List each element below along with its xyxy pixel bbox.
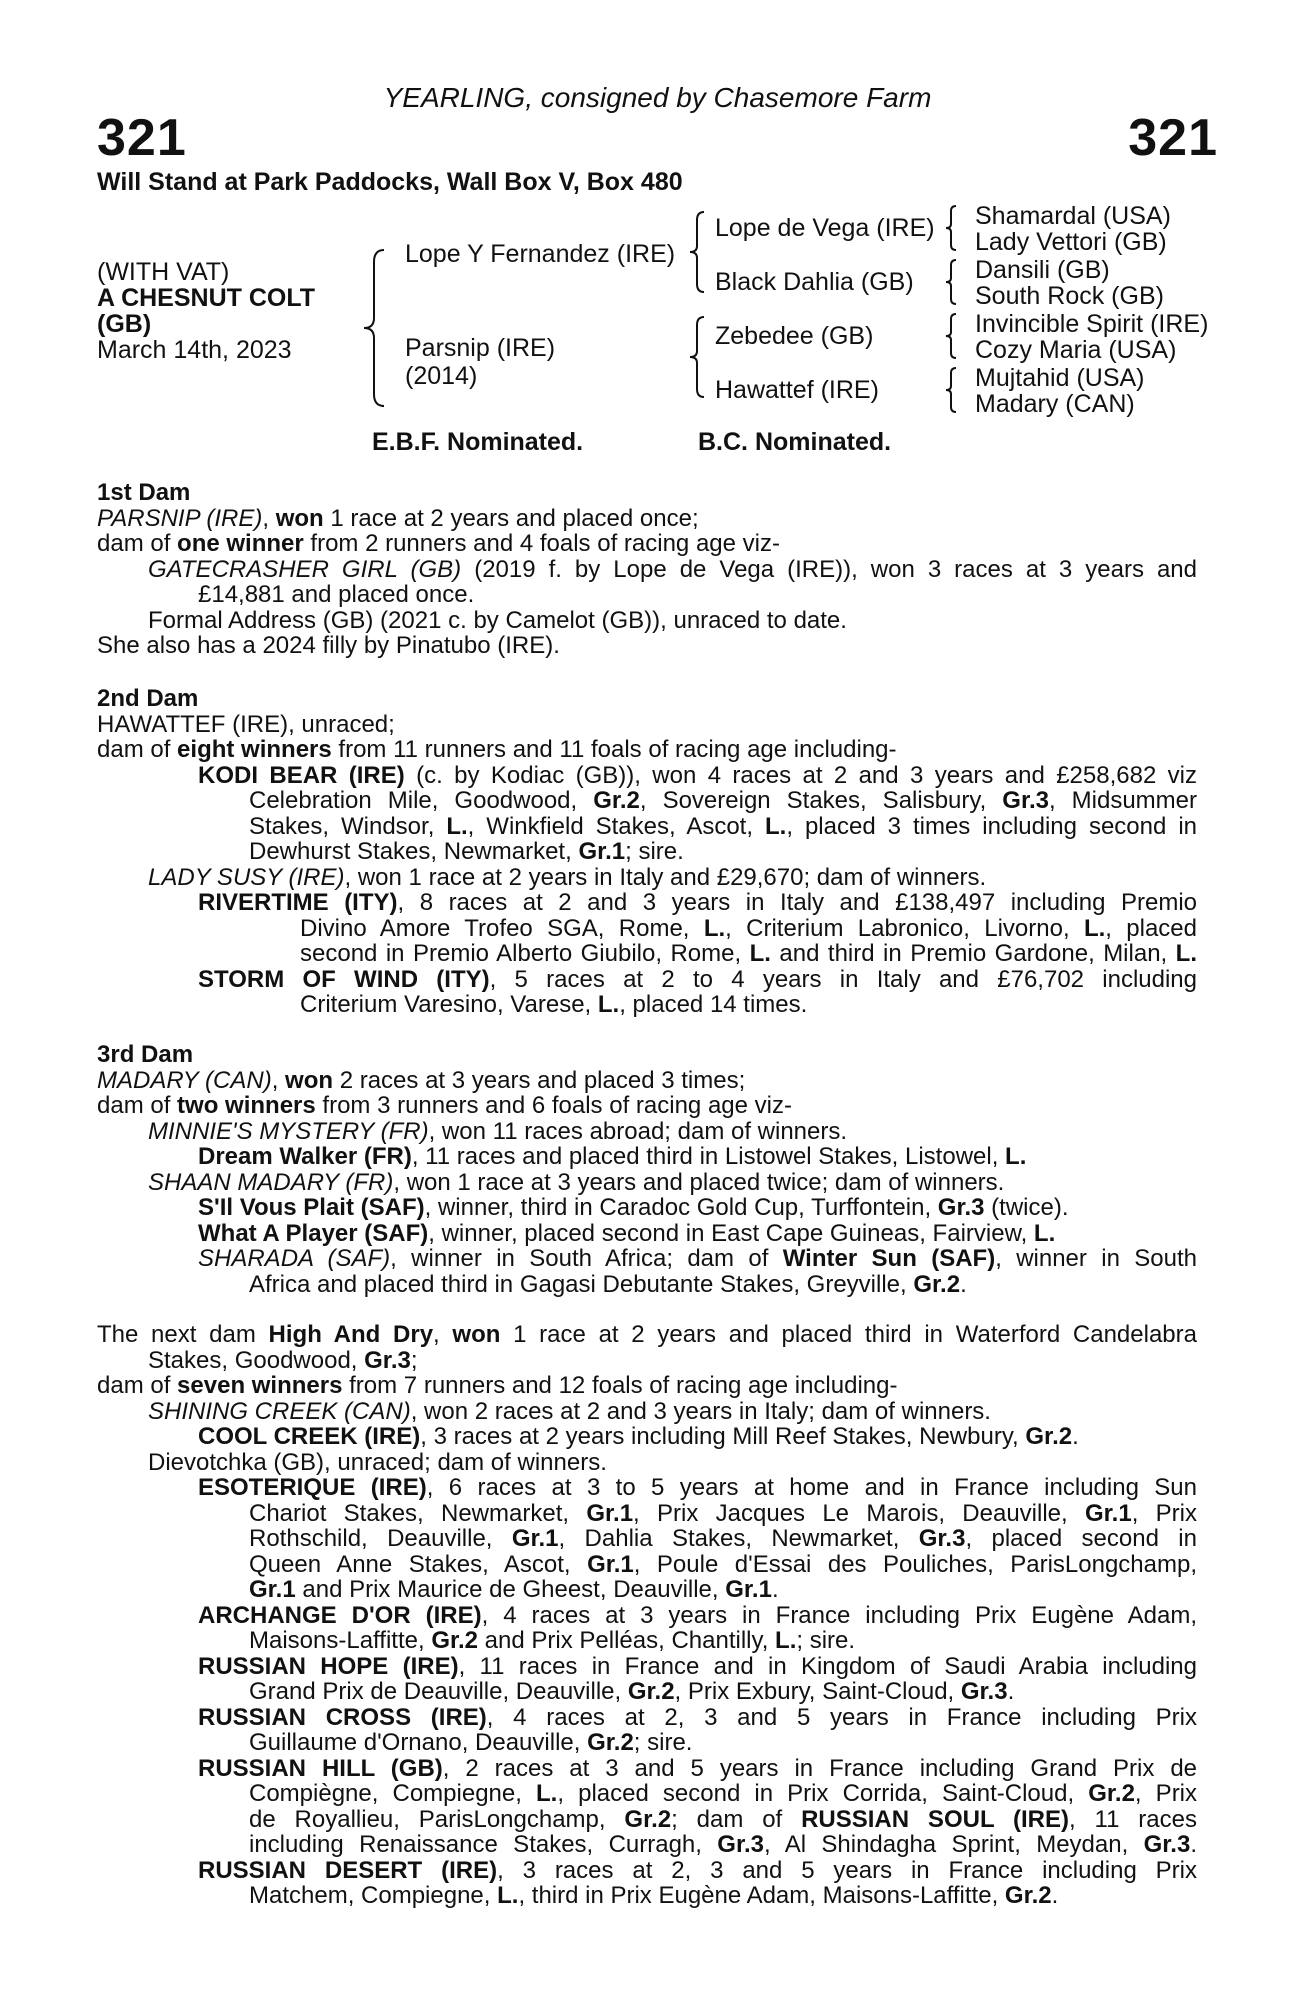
ebf-nominated: E.B.F. Nominated.: [372, 428, 584, 456]
progeny-name: RUSSIAN HOPE (IRE): [198, 1653, 459, 1679]
text: , Prix Exbury, Saint-Cloud,: [674, 1678, 961, 1705]
progeny-name: S'Il Vous Plait (SAF): [198, 1194, 425, 1221]
text: one winner: [177, 530, 304, 557]
text: Gr.1: [511, 1526, 559, 1552]
text: 2 races at 3 years and placed 3 times;: [333, 1066, 746, 1094]
text: , 5 races at 2 to 4 years in Italy and £76,702 including: [489, 966, 1197, 992]
progeny-name: SHINING CREEK (CAN): [148, 1397, 411, 1425]
text: from 11 runners and 11 foals of racing age including-: [331, 736, 897, 763]
text: , Winkfield Stakes, Ascot,: [467, 813, 765, 839]
text: .: [1007, 1678, 1015, 1705]
horse-name: A CHESNUT COLT: [97, 284, 316, 312]
text: L.: [1083, 915, 1106, 941]
progeny-name: ARCHANGE D'OR (IRE): [198, 1602, 482, 1628]
text: (c. by Kodiac (GB)), won 4 races at 2 and 3 years and £258,682 viz: [404, 762, 1197, 788]
text: , winner in South Africa; dam of: [390, 1246, 783, 1272]
pedigree-brace: [688, 210, 706, 294]
lot-number-right: 321: [1128, 109, 1218, 167]
lot-number-left: 321: [97, 109, 187, 167]
text: ; sire.: [633, 1729, 693, 1756]
text: ,: [262, 504, 276, 532]
ancestor-7: Mujtahid (USA): [975, 364, 1145, 392]
text: Criterium Varesino, Varese,: [300, 991, 598, 1018]
section-heading: 3rd Dam: [97, 1041, 194, 1068]
ancestor-8: Madary (CAN): [975, 390, 1135, 418]
text: Gr.2: [624, 1806, 672, 1832]
text: Rothschild, Deauville,: [249, 1526, 512, 1552]
text: from 7 runners and 12 foals of racing age including-: [342, 1372, 898, 1399]
text: .: [1051, 1882, 1059, 1909]
text: Gr.3: [1143, 1832, 1191, 1858]
text: L.: [536, 1781, 558, 1807]
text: L.: [597, 991, 620, 1018]
progeny-name: RIVERTIME (ITY): [198, 890, 398, 916]
progeny-name: RUSSIAN DESERT (IRE): [198, 1857, 498, 1883]
progeny-name: SHARADA (SAF): [198, 1246, 391, 1272]
text: Guillaume d'Ornano, Deauville,: [249, 1729, 588, 1756]
text: , Prix: [1131, 1500, 1197, 1526]
text: (2019 f. by Lope de Vega (IRE)), won 3 races at 3 years and: [461, 556, 1197, 582]
text: L.: [497, 1882, 519, 1909]
text: , 3 races at 2, 3 and 5 years in France including Prix: [497, 1857, 1197, 1883]
text: , 11 races and placed third in Listowel Stakes, Listowel,: [411, 1143, 1006, 1170]
dam-sire: Zebedee (GB): [715, 322, 874, 350]
ancestor-2: Lady Vettori (GB): [975, 228, 1167, 256]
text: from 3 runners and 6 foals of racing age viz-: [315, 1092, 792, 1119]
text: , Prix Jacques Le Marois, Deauville,: [633, 1500, 1085, 1526]
pedigree-brace: [944, 312, 958, 360]
text: Gr.3: [364, 1346, 411, 1374]
progeny-name: RUSSIAN SOUL (IRE): [801, 1806, 1070, 1832]
section-heading: 2nd Dam: [97, 685, 199, 712]
second-dam-section: [97, 686, 1197, 1018]
text: 1 race at 2 years and placed third in Waterford Candelabra: [500, 1322, 1197, 1348]
text: Gr.1: [578, 838, 626, 865]
text: , placed 14 times.: [619, 991, 808, 1018]
text: ,: [271, 1066, 286, 1094]
ancestor-6: Cozy Maria (USA): [975, 336, 1177, 364]
text: from 2 runners and 4 foals of racing age viz-: [303, 530, 780, 557]
catalogue-subtitle: YEARLING, consigned by Chasemore Farm: [383, 82, 932, 113]
text: won: [275, 504, 324, 532]
text: Formal Address (GB) (2021 c. by Camelot (GB)), unraced to date.: [148, 606, 847, 634]
progeny-name: What A Player (SAF): [198, 1219, 429, 1247]
text: Compiègne, Compiegne,: [249, 1781, 537, 1807]
text: L.: [775, 1627, 797, 1654]
text: , winner, third in Caradoc Gold Cup, Turffontein,: [424, 1194, 938, 1221]
pedigree-brace: [944, 204, 958, 252]
text: eight winners: [177, 736, 332, 763]
sire-dam: Black Dahlia (GB): [715, 268, 914, 296]
text: , 4 races at 3 years in France including Prix Eugène Adam,: [481, 1602, 1197, 1628]
dam-name: MADARY (CAN): [97, 1066, 272, 1094]
pedigree-brace: [944, 258, 958, 306]
text: two winners: [177, 1092, 316, 1119]
text: , Dahlia Stakes, Newmarket,: [558, 1526, 919, 1552]
text: , won 11 races abroad; dam of winners.: [428, 1117, 848, 1145]
progeny-name: SHAAN MADARY (FR): [148, 1168, 394, 1196]
text: second in Premio Alberto Giubilo, Rome,: [300, 941, 750, 967]
section-heading: 1st Dam: [97, 479, 191, 506]
horse-origin: (GB): [97, 310, 152, 338]
text: , Poule d'Essai des Pouliches, ParisLongchamp,: [633, 1551, 1197, 1577]
text: Africa and placed third in Gagasi Debutante Stakes, Greyville,: [249, 1270, 914, 1298]
text: , 11 races: [1069, 1806, 1197, 1832]
text: , placed second in: [965, 1526, 1197, 1552]
text: Gr.2: [593, 788, 640, 814]
ancestor-4: South Rock (GB): [975, 282, 1164, 310]
text: seven winners: [177, 1372, 343, 1399]
text: L.: [749, 941, 771, 967]
text: Gr.2: [913, 1270, 961, 1298]
progeny-name: RUSSIAN HILL (GB): [198, 1755, 443, 1781]
text: Gr.2: [1088, 1781, 1135, 1807]
dam-name: HAWATTEF (IRE), unraced;: [97, 710, 395, 738]
text: L.: [446, 813, 468, 839]
text: Divino Amore Trofeo SGA, Rome,: [300, 915, 704, 941]
progeny-name: Winter Sun (SAF): [782, 1246, 996, 1272]
text: and Prix Pelléas, Chantilly,: [478, 1627, 776, 1654]
bc-nominated: B.C. Nominated.: [698, 428, 892, 456]
text: , 4 races at 2, 3 and 5 years in France including Prix: [486, 1704, 1197, 1730]
text: Gr.3: [717, 1832, 764, 1858]
sire-sire: Lope de Vega (IRE): [715, 214, 935, 242]
progeny-name: LADY SUSY (IRE): [148, 863, 345, 891]
text: She also has a 2024 filly by Pinatubo (IRE).: [97, 632, 560, 659]
text: (twice).: [984, 1194, 1069, 1221]
progeny-name: GATECRASHER GIRL (GB): [148, 556, 462, 582]
text: dam of: [97, 530, 178, 557]
pedigree-brace: [688, 315, 706, 399]
text: Celebration Mile, Goodwood,: [249, 788, 594, 814]
text: Gr.2: [1004, 1882, 1052, 1909]
text: , placed second in Prix Corrida, Saint-Cloud,: [557, 1781, 1089, 1807]
text: Maisons-Laffitte,: [249, 1627, 432, 1654]
text: dam of: [97, 1372, 178, 1399]
dam-name: High And Dry: [268, 1322, 434, 1348]
sire-name: Lope Y Fernandez (IRE): [405, 240, 676, 268]
stand-location: Will Stand at Park Paddocks, Wall Box V, Box 480: [97, 168, 683, 196]
text: L.: [1175, 941, 1197, 967]
text: , third in Prix Eugène Adam, Maisons-Laffitte,: [518, 1882, 1005, 1909]
dam-name: Parsnip (IRE): [405, 334, 556, 362]
pedigree-brace: [362, 248, 386, 408]
text: The next dam: [97, 1322, 269, 1348]
text: Stakes, Goodwood,: [148, 1346, 365, 1374]
text: Dievotchka (GB), unraced; dam of winners.: [148, 1448, 607, 1476]
text: L.: [1033, 1219, 1056, 1247]
text: .: [1190, 1832, 1197, 1858]
text: won: [452, 1322, 501, 1348]
text: Gr.1: [1085, 1500, 1132, 1526]
text: ; dam of: [671, 1806, 802, 1832]
dam-name: PARSNIP (IRE): [97, 504, 263, 532]
text: Stakes, Windsor,: [249, 813, 447, 839]
text: Gr.2: [627, 1678, 675, 1705]
text: ; sire.: [796, 1627, 856, 1654]
progeny-name: RUSSIAN CROSS (IRE): [198, 1704, 487, 1730]
text: , placed 3 times including second in: [786, 813, 1197, 839]
vat-note: (WITH VAT): [97, 258, 230, 286]
text: Dewhurst Stakes, Newmarket,: [249, 838, 579, 865]
first-dam-section: [97, 480, 1197, 659]
text: , winner, placed second in East Cape Guineas, Fairview,: [428, 1219, 1034, 1247]
text: L.: [764, 813, 787, 839]
text: Chariot Stakes, Newmarket,: [249, 1500, 587, 1526]
dam-foaled-year: (2014): [405, 362, 478, 390]
text: , won 1 race at 2 years in Italy and £29,670; dam of winners.: [344, 863, 987, 891]
text: Gr.3: [960, 1678, 1008, 1705]
foaling-date: March 14th, 2023: [97, 336, 292, 364]
text: Gr.1: [587, 1551, 634, 1577]
text: and third in Premio Gardone, Milan,: [770, 941, 1176, 967]
text: , won 2 races at 2 and 3 years in Italy; dam of winners.: [410, 1397, 991, 1425]
text: Gr.3: [918, 1526, 966, 1552]
text: .: [771, 1576, 779, 1603]
text: , won 1 race at 3 years and placed twice; dam of winners.: [393, 1168, 1005, 1196]
text: .: [1072, 1423, 1079, 1450]
text: including Renaissance Stakes, Curragh,: [249, 1832, 718, 1858]
text: , placed: [1105, 915, 1197, 941]
text: L.: [1005, 1143, 1027, 1170]
text: Gr.1: [586, 1500, 634, 1526]
text: , 3 races at 2 years including Mill Reef Stakes, Newbury,: [420, 1423, 1026, 1450]
text: ;: [410, 1346, 418, 1374]
progeny-name: ESOTERIQUE (IRE): [198, 1475, 427, 1501]
pedigree-brace: [944, 366, 958, 414]
text: Gr.2: [587, 1729, 634, 1756]
text: Gr.1: [725, 1576, 772, 1603]
text: Gr.2: [1025, 1423, 1073, 1450]
text: dam of: [97, 1092, 178, 1119]
text: 1 race at 2 years and placed once;: [323, 504, 699, 532]
text: Gr.2: [431, 1627, 479, 1654]
text: , Sovereign Stakes, Salisbury,: [639, 788, 1003, 814]
text: ; sire.: [625, 838, 684, 865]
text: £14,881 and placed once.: [198, 581, 475, 608]
text: .: [960, 1270, 967, 1298]
text: dam of: [97, 736, 178, 763]
ancestor-1: Shamardal (USA): [975, 202, 1171, 230]
next-dam-section: [97, 1322, 1197, 1909]
text: L.: [703, 915, 726, 941]
text: , Criterium Labronico, Livorno,: [725, 915, 1084, 941]
text: ,: [433, 1322, 453, 1348]
dam-dam: Hawattef (IRE): [715, 376, 879, 404]
text: Gr.1: [249, 1576, 296, 1603]
progeny-name: Dream Walker (FR): [198, 1143, 412, 1170]
text: , 11 races in France and in Kingdom of Saudi Arabia including: [458, 1653, 1197, 1679]
text: , Al Shindagha Sprint, Meydan,: [764, 1832, 1144, 1858]
text: and Prix Maurice de Gheest, Deauville,: [295, 1576, 726, 1603]
progeny-name: COOL CREEK (IRE): [198, 1423, 421, 1450]
text: Queen Anne Stakes, Ascot,: [249, 1551, 588, 1577]
text: won: [285, 1066, 334, 1094]
text: Grand Prix de Deauville, Deauville,: [249, 1678, 628, 1705]
text: , winner in South: [995, 1246, 1197, 1272]
text: , 8 races at 2 and 3 years in Italy and £138,497 including Premio: [397, 890, 1197, 916]
text: , Prix: [1134, 1781, 1197, 1807]
progeny-line: [97, 557, 1197, 583]
text: , 2 races at 3 and 5 years in France including Grand Prix de: [442, 1755, 1197, 1781]
third-dam-section: [97, 1042, 1197, 1297]
text: , Midsummer: [1048, 788, 1197, 814]
text: Matchem, Compiegne,: [249, 1882, 498, 1909]
text: Gr.3: [1002, 788, 1049, 814]
text: , 6 races at 3 to 5 years at home and in France including Sun: [426, 1475, 1197, 1501]
text: de Royallieu, ParisLongchamp,: [249, 1806, 625, 1832]
ancestor-5: Invincible Spirit (IRE): [975, 310, 1209, 338]
progeny-name: MINNIE'S MYSTERY (FR): [148, 1117, 429, 1145]
progeny-name: STORM OF WIND (ITY): [198, 966, 490, 992]
text: Gr.3: [937, 1194, 985, 1221]
ancestor-3: Dansili (GB): [975, 256, 1110, 284]
progeny-name: KODI BEAR (IRE): [198, 762, 405, 788]
